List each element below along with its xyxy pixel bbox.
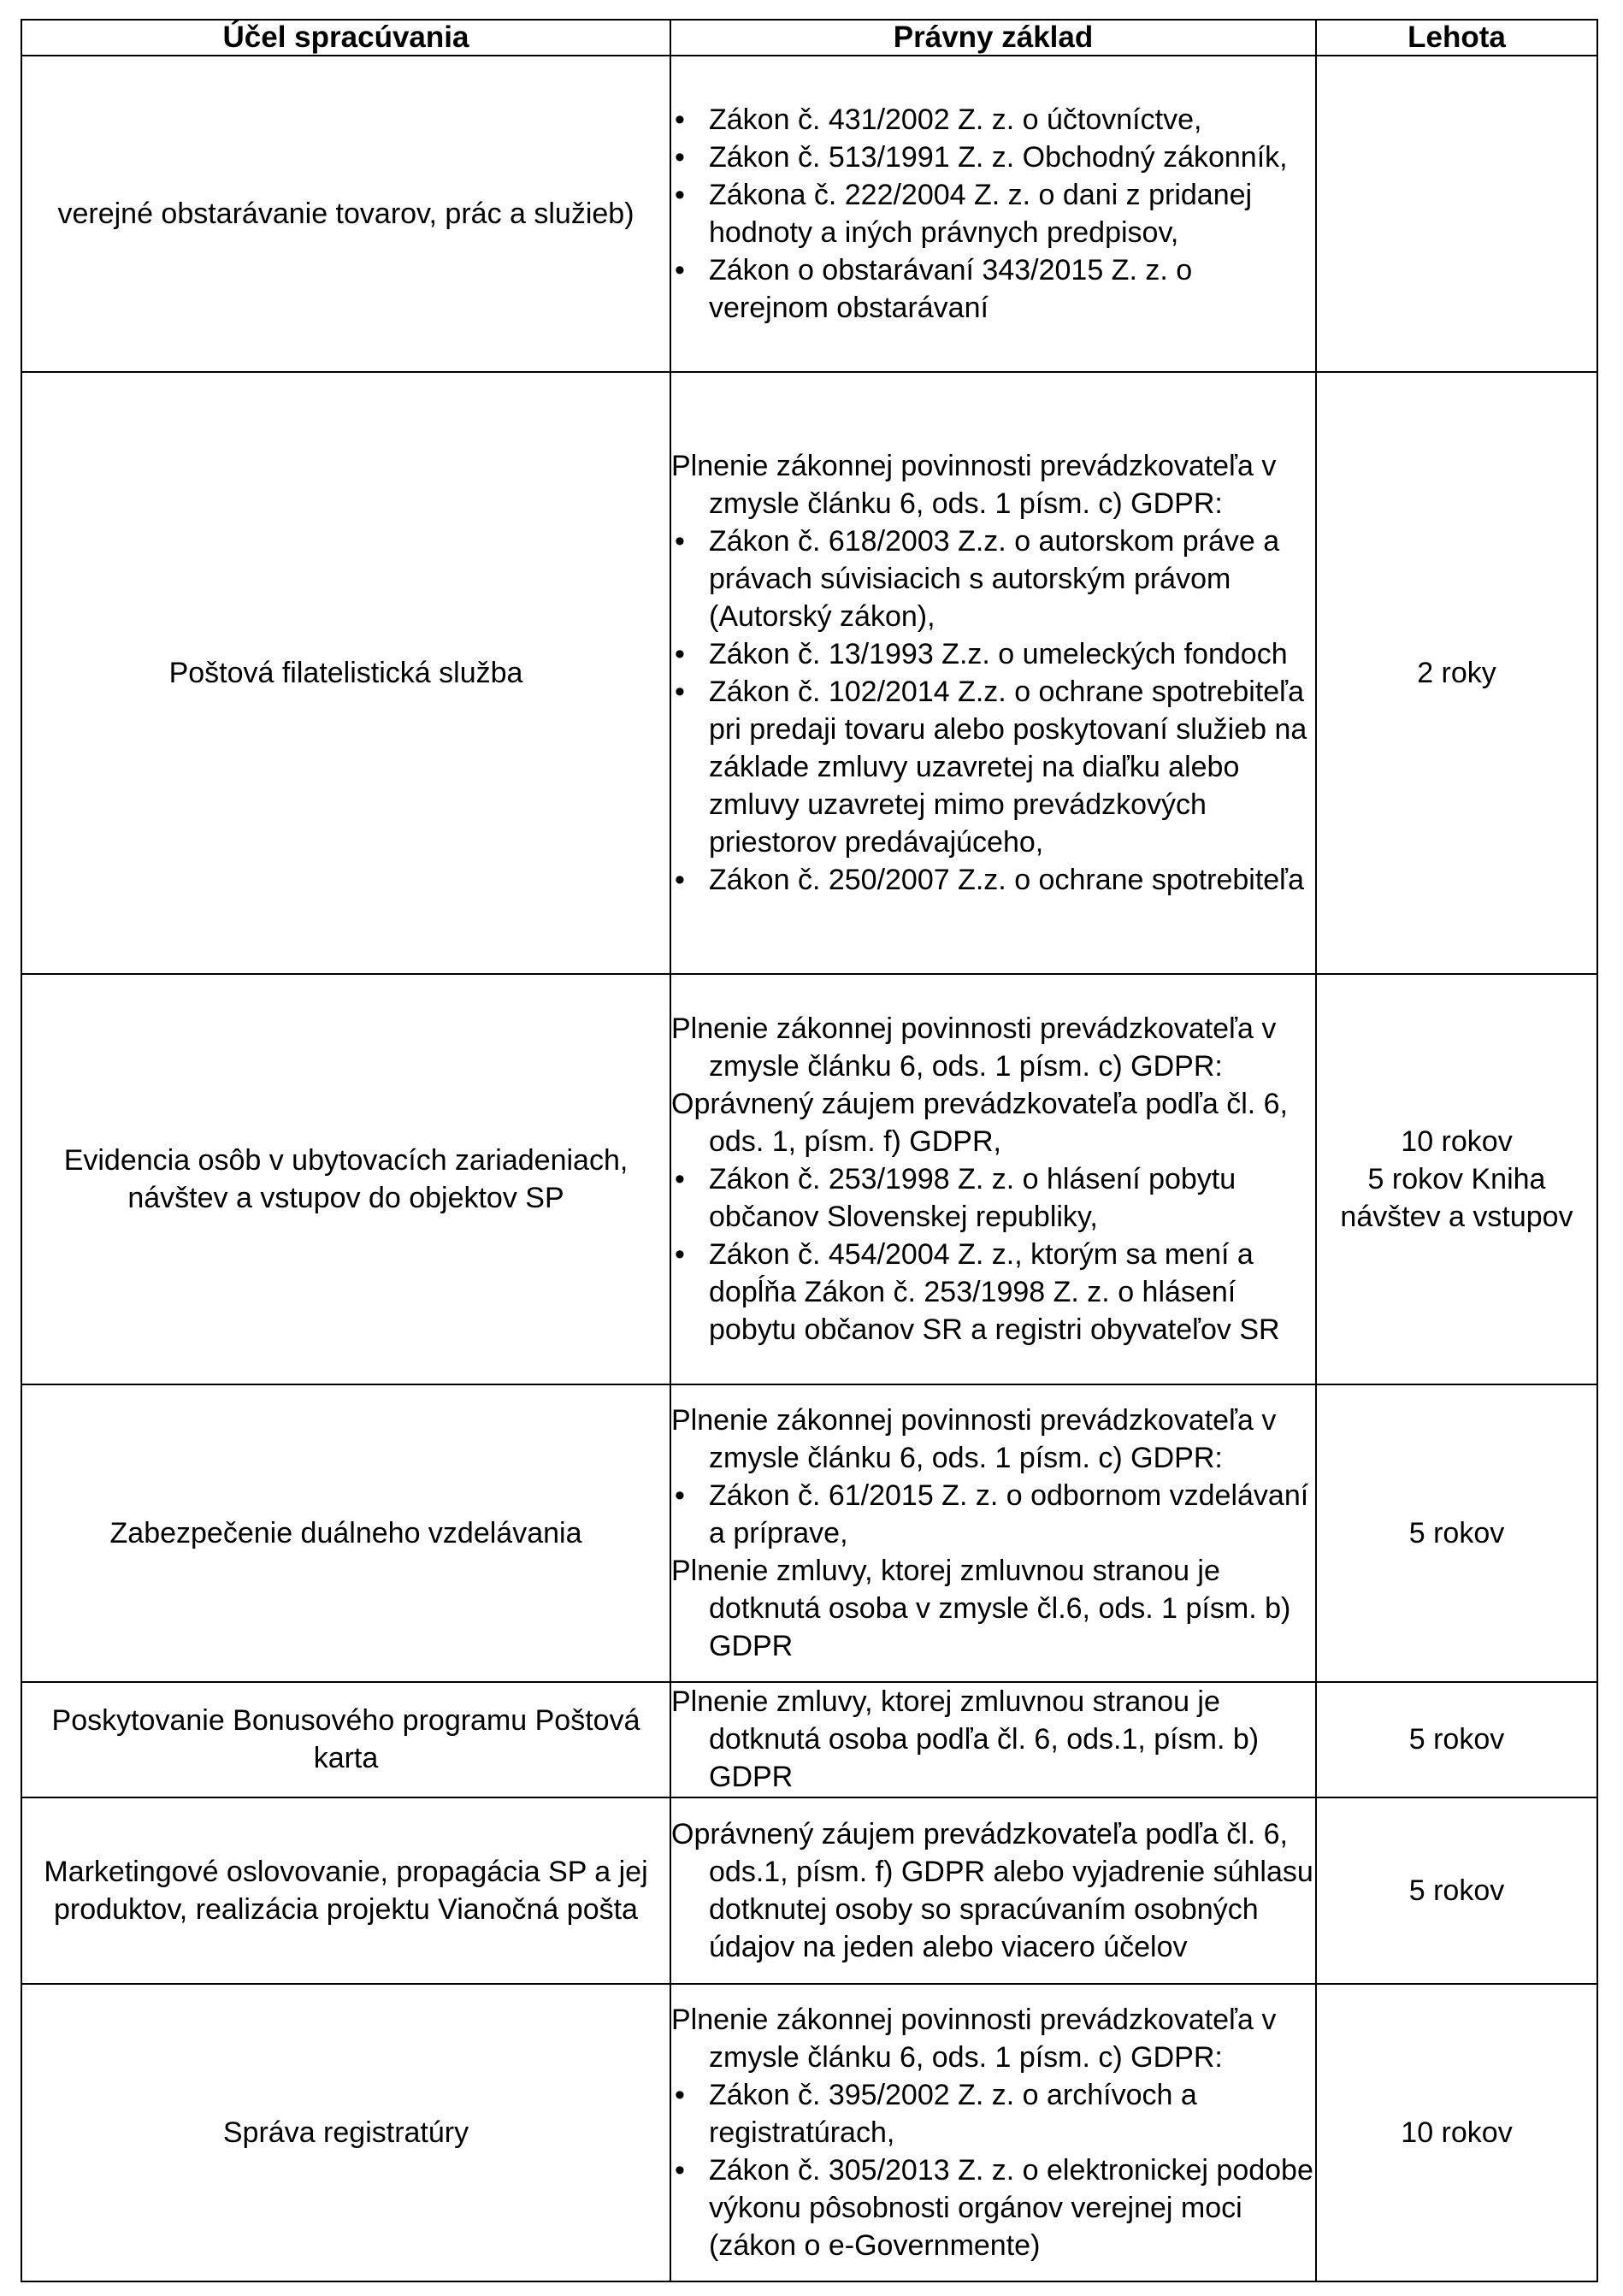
legal-basis-intro: Plnenie zákonnej povinnosti prevádzkovateľa v zmysle článku 6, ods. 1 písm. c) GDPR: — [671, 2003, 1277, 2074]
law-list-item: • Zákona č. 222/2004 Z. z. o dani z pridanej hodnoty a iných právnych predpisov, — [671, 176, 1315, 251]
legal-basis-intro: Plnenie zákonnej povinnosti prevádzkovateľa v zmysle článku 6, ods. 1 písm. c) GDPR: — [671, 450, 1277, 521]
legal-basis-cell — [670, 372, 1316, 974]
gdpr-processing-table — [21, 19, 1598, 2282]
legal-basis-intro: Plnenie zákonnej povinnosti prevádzkovateľa v zmysle článku 6, ods. 1 písm. c) GDPR: — [671, 1012, 1277, 1083]
term-value: 2 roky — [1417, 657, 1496, 690]
legal-basis-cell — [670, 56, 1316, 372]
legal-basis-cell — [670, 974, 1316, 1384]
legal-basis-cell — [670, 1984, 1316, 2281]
law-list-item: • Zákon č. 102/2014 Z.z. o ochrane spotrebiteľa pri predaji tovaru alebo poskytovaní služieb na základe zmluvy uzavretej na diaľku alebo zmluvy uzavretej mimo prevádzkových priestorov predávajúceho, — [671, 673, 1315, 861]
term-value: 5 rokov — [1408, 1874, 1505, 1907]
header-term: Lehota — [1316, 20, 1597, 56]
law-list — [671, 101, 1315, 327]
law-list — [671, 1477, 1315, 1552]
purpose-cell: verejné obstarávanie tovarov, prác a služieb) — [21, 56, 670, 372]
table-row — [21, 1682, 1597, 1797]
term-cell — [1316, 372, 1597, 974]
law-list-item: • Zákon č. 618/2003 Z.z. o autorskom práve a právach súvisiacich s autorským právom (Autorský zákon), — [671, 522, 1315, 635]
term-cell — [1316, 1797, 1597, 1984]
header-purpose: Účel spracúvania — [21, 20, 670, 56]
purpose-cell: Poštová filatelistická služba — [21, 372, 670, 974]
table-row — [21, 1984, 1597, 2281]
table-row — [21, 372, 1597, 974]
purpose-cell: Zabezpečenie duálneho vzdelávania — [21, 1384, 670, 1682]
term-cell — [1316, 1984, 1597, 2281]
law-list-item: • Zákon č. 454/2004 Z. z., ktorým sa mení a dopĺňa Zákon č. 253/1998 Z. z. o hlásení pobytu občanov SR a registri obyvateľov SR — [671, 1236, 1315, 1349]
purpose-cell: Marketingové oslovovanie, propagácia SP a jej produktov, realizácia projektu Vianočná pošta — [21, 1797, 670, 1984]
law-list-item: • Zákon č. 513/1991 Z. z. Obchodný zákonník, — [671, 139, 1315, 176]
law-list-item: • Zákon č. 305/2013 Z. z. o elektronickej podobe výkonu pôsobnosti orgánov verejnej moci (zákon o e-Governmente) — [671, 2151, 1315, 2264]
legal-basis-cell — [670, 1797, 1316, 1984]
law-list-item: • Zákon č. 253/1998 Z. z. o hlásení pobytu občanov Slovenskej republiky, — [671, 1160, 1315, 1236]
law-list-item: • Zákon č. 250/2007 Z.z. o ochrane spotrebiteľa — [671, 861, 1315, 899]
legal-basis-cell — [670, 1682, 1316, 1797]
table-row — [21, 974, 1597, 1384]
law-list — [671, 2076, 1315, 2264]
legal-basis-intro: Oprávnený záujem prevádzkovateľa podľa čl. 6, ods. 1, písm. f) GDPR, — [671, 1087, 1289, 1158]
purpose-cell: Evidencia osôb v ubytovacích zariadeniach, návštev a vstupov do objektov SP — [21, 974, 670, 1384]
term-cell — [1316, 1682, 1597, 1797]
legal-basis-intro: Oprávnený záujem prevádzkovateľa podľa čl. 6, ods.1, písm. f) GDPR alebo vyjadrenie súhlasu dotknutej osoby so spracúvaním osobných údajov na jeden alebo viacero účelov — [671, 1817, 1313, 1963]
term-cell — [1316, 56, 1597, 372]
law-list-item: • Zákon č. 395/2002 Z. z. o archívoch a registratúrach, — [671, 2076, 1315, 2151]
law-list-item: • Zákon o obstarávaní 343/2015 Z. z. o verejnom obstarávaní — [671, 251, 1315, 327]
term-value: 5 rokov — [1408, 1723, 1505, 1756]
term-cell — [1316, 1384, 1597, 1682]
table-row — [21, 56, 1597, 372]
purpose-cell: Správa registratúry — [21, 1984, 670, 2281]
table-row — [21, 1384, 1597, 1682]
term-cell — [1316, 974, 1597, 1384]
law-list — [671, 522, 1315, 899]
law-list-item: • Zákon č. 13/1993 Z.z. o umeleckých fondoch — [671, 635, 1315, 673]
term-value: 10 rokov — [1401, 1124, 1513, 1158]
legal-basis-intro: Plnenie zmluvy, ktorej zmluvnou stranou je dotknutá osoba v zmysle čl.6, ods. 1 písm. b) GDPR — [671, 1555, 1291, 1663]
term-value: 5 rokov Kniha návštev a vstupov — [1340, 1162, 1573, 1233]
legal-basis-cell — [670, 1384, 1316, 1682]
header-legal-basis: Právny základ — [670, 20, 1316, 56]
table-header-row — [21, 20, 1597, 56]
purpose-cell: Poskytovanie Bonusového programu Poštová karta — [21, 1682, 670, 1797]
legal-basis-intro: Plnenie zmluvy, ktorej zmluvnou stranou je dotknutá osoba podľa čl. 6, ods.1, písm. b) GDPR — [671, 1685, 1260, 1794]
table-row — [21, 1797, 1597, 1984]
legal-basis-intro: Plnenie zákonnej povinnosti prevádzkovateľa v zmysle článku 6, ods. 1 písm. c) GDPR: — [671, 1404, 1277, 1475]
law-list — [671, 1160, 1315, 1349]
law-list-item: • Zákon č. 431/2002 Z. z. o účtovníctve, — [671, 101, 1315, 139]
term-value: 5 rokov — [1408, 1517, 1505, 1550]
term-value: 10 rokov — [1401, 2116, 1513, 2149]
law-list-item: • Zákon č. 61/2015 Z. z. o odbornom vzdelávaní a príprave, — [671, 1477, 1315, 1552]
